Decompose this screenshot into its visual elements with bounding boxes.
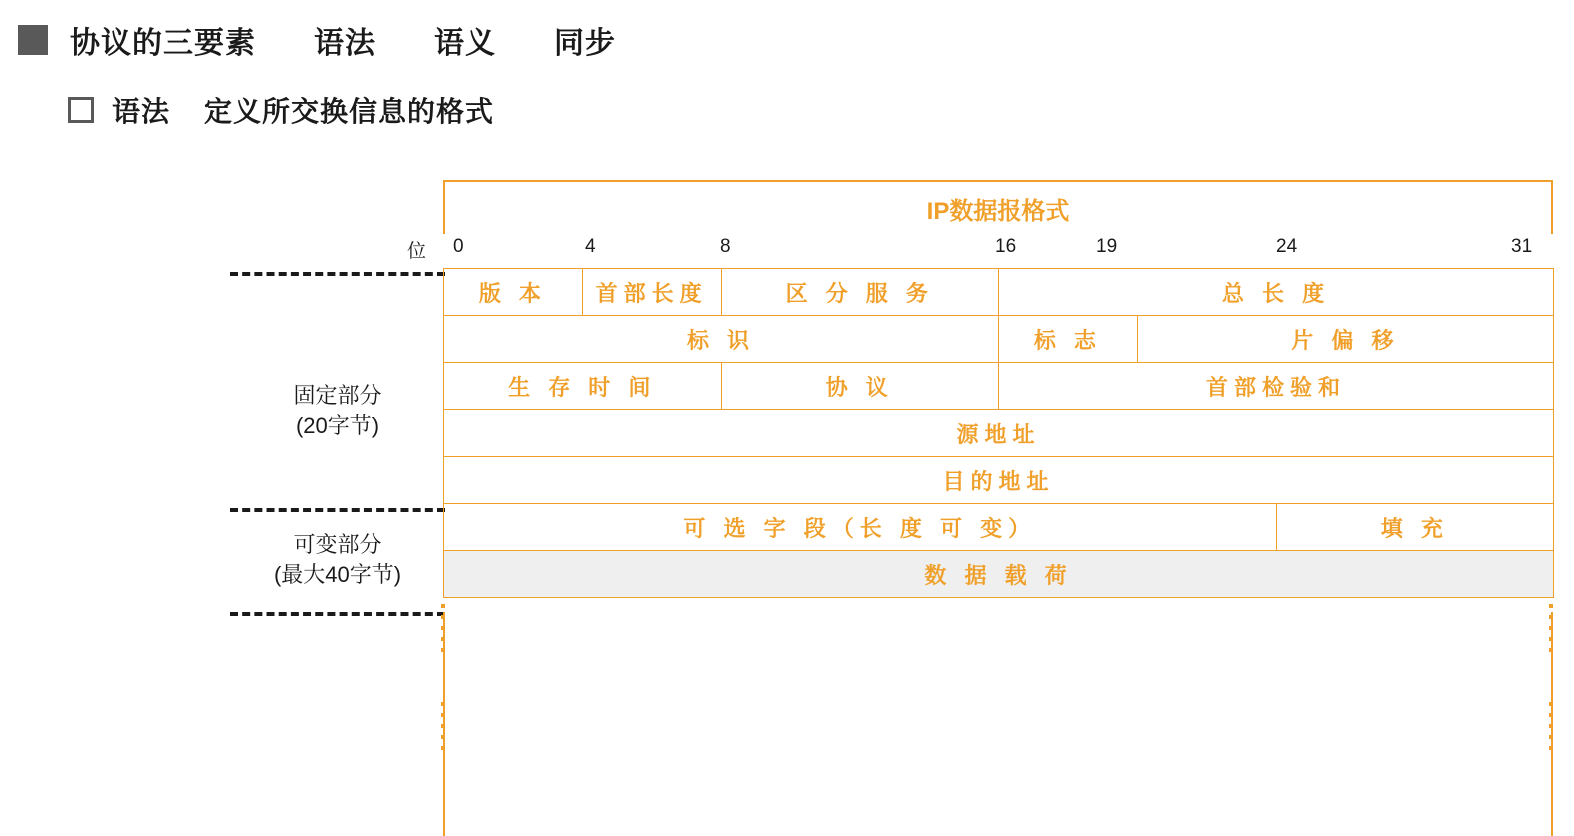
payload-left-border (443, 612, 445, 836)
bit-tick-24: 24 (1276, 236, 1298, 257)
bit-tick-31: 31 (1511, 236, 1533, 257)
subheading-term: 语法 (112, 96, 171, 127)
field-ttl: 生 存 时 间 (444, 363, 722, 410)
side-label-variable (230, 530, 445, 589)
field-total-length: 总 长 度 (999, 269, 1554, 316)
heading-item-semantics: 语义 (434, 27, 496, 60)
bit-tick-16: 16 (995, 236, 1017, 257)
table-row (444, 269, 1554, 316)
heading-item-timing: 同步 (554, 27, 616, 60)
ip-header-table (443, 268, 1554, 598)
bit-tick-19: 19 (1096, 236, 1118, 257)
heading-line-2 (68, 90, 494, 130)
field-header-checksum: 首部检验和 (999, 363, 1554, 410)
field-source-address: 源地址 (444, 410, 1554, 457)
table-row (444, 504, 1554, 551)
subheading-definition: 定义所交换信息的格式 (204, 96, 495, 127)
side-label-variable-line1: 可变部分 (293, 532, 382, 557)
side-label-variable-line2: (最大40字节) (273, 561, 402, 587)
side-label-fixed-line2: (20字节) (295, 412, 380, 438)
table-row (444, 410, 1554, 457)
field-dscp: 区 分 服 务 (721, 269, 999, 316)
table-row (444, 457, 1554, 504)
dashed-separator-middle (230, 508, 445, 512)
ip-datagram-diagram (407, 180, 1553, 598)
side-label-fixed-line1: 固定部分 (293, 383, 382, 408)
bit-tick-4: 4 (585, 236, 596, 257)
heading-topic: 协议的三要素 (70, 27, 256, 60)
field-destination-address: 目的地址 (444, 457, 1554, 504)
bit-tick-8: 8 (720, 236, 731, 257)
field-identification: 标 识 (444, 316, 999, 363)
heading-line-1 (18, 18, 616, 62)
field-version: 版 本 (444, 269, 583, 316)
dashed-separator-bottom (230, 612, 445, 616)
payload-right-border (1551, 612, 1553, 836)
hollow-square-icon (68, 97, 94, 123)
table-row (444, 551, 1554, 598)
field-header-length: 首部长度 (582, 269, 721, 316)
field-payload: 数 据 载 荷 (444, 551, 1554, 598)
field-flags: 标 志 (999, 316, 1138, 363)
diagram-title: IP数据报格式 (443, 180, 1553, 234)
field-options: 可 选 字 段（长 度 可 变） (444, 504, 1277, 551)
bit-axis-label: 位 (407, 241, 427, 262)
heading-item-syntax: 语法 (314, 27, 376, 60)
table-row (444, 363, 1554, 410)
field-fragment-offset: 片 偏 移 (1137, 316, 1553, 363)
side-label-fixed (230, 381, 445, 440)
filled-square-icon (18, 25, 48, 55)
table-row (444, 316, 1554, 363)
dashed-separator-top (230, 272, 445, 276)
bit-tick-0: 0 (453, 236, 464, 257)
field-protocol: 协 议 (721, 363, 999, 410)
field-padding: 填 充 (1276, 504, 1554, 551)
bit-ruler (407, 236, 1553, 268)
